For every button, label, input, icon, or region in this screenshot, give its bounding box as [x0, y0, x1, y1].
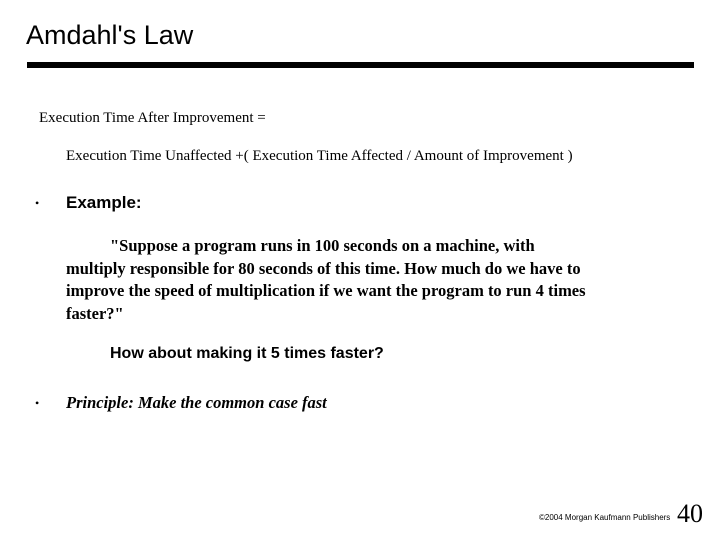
copyright-notice: ©2004 Morgan Kaufmann Publishers	[539, 513, 671, 522]
formula-heading: Execution Time After Improvement =	[39, 110, 266, 126]
example-quote-line: improve the speed of multiplication if we want the program to run 4 times	[66, 281, 586, 300]
example-quote-line: faster?"	[66, 303, 124, 323]
title-divider	[27, 62, 694, 68]
example-bullet-icon: •	[35, 196, 40, 210]
slide-title: Amdahl's Law	[26, 20, 194, 50]
example-quote-line: "Suppose a program runs in 100 seconds on a machine, with	[110, 236, 535, 255]
principle-bullet-icon: •	[35, 396, 40, 410]
example-quote	[66, 235, 646, 325]
example-label: Example:	[66, 193, 142, 212]
formula-expression: Execution Time Unaffected +( Execution Time Affected / Amount of Improvement )	[66, 148, 573, 164]
followup-question: How about making it 5 times faster?	[110, 345, 384, 362]
page-number: 40	[677, 499, 703, 528]
principle-statement: Principle: Make the common case fast	[66, 393, 327, 412]
example-quote-line: multiply responsible for 80 seconds of this time. How much do we have to	[66, 258, 581, 278]
